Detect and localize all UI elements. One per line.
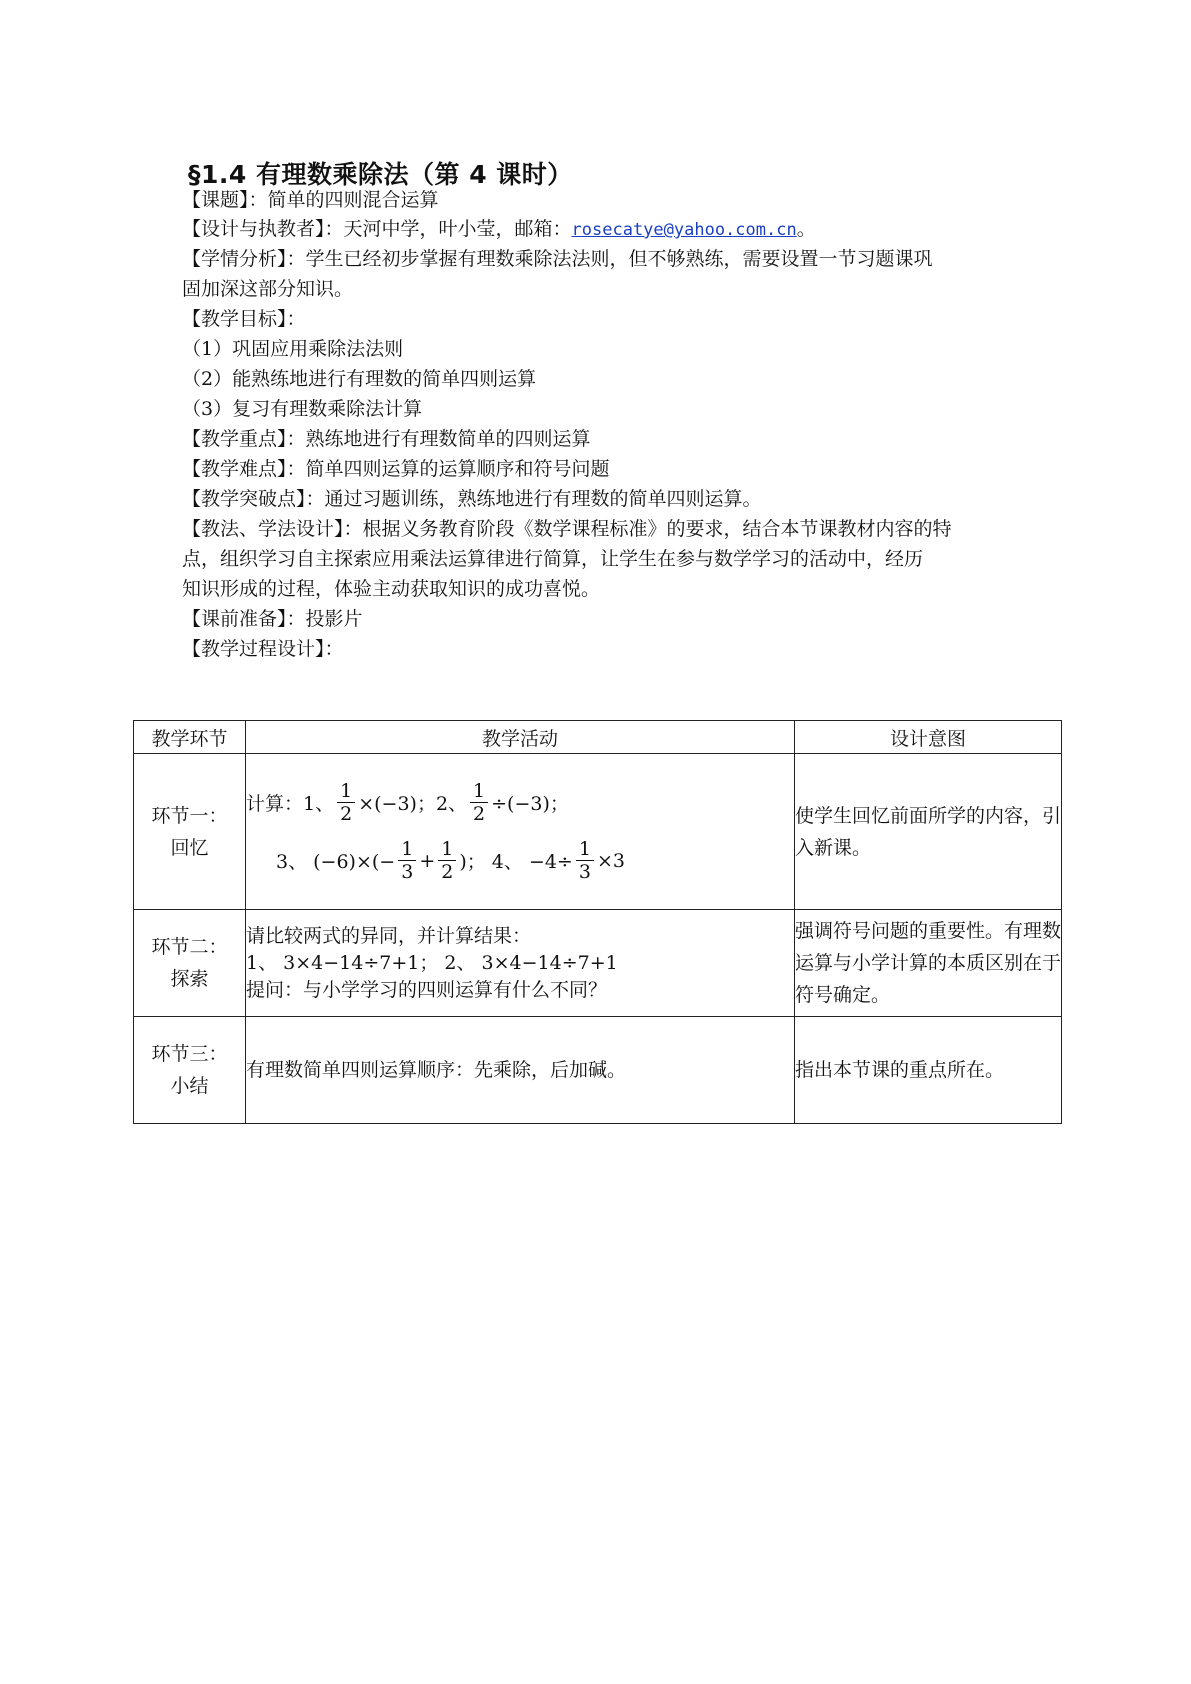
email-link[interactable]: rosecatye@yahoo.com.cn bbox=[571, 220, 797, 240]
breakthrough-line: 【教学突破点】：通过习题训练，熟练地进行有理数的简单四则运算。 bbox=[182, 488, 762, 510]
key-point-line: 【教学重点】：熟练地进行有理数简单的四则运算 bbox=[182, 428, 591, 450]
designer-line: 【设计与执教者】：天河中学，叶小莹，邮箱：rosecatye@yahoo.com.cn。 bbox=[182, 218, 816, 240]
objectives-heading: 【教学目标】： bbox=[182, 308, 306, 330]
objective-2: （2）能熟练地进行有理数的简单四则运算 bbox=[182, 368, 537, 390]
math-line-1: 计算：1、 $\frac{1}{2}$ ×(−3)；2、 $\frac{1}{2}$ ÷(−3)； bbox=[246, 780, 569, 825]
method-line-2: 点，组织学习自主探索应用乘法运算律进行简算，让学生在参与数学学习的活动中，经历 bbox=[182, 548, 924, 570]
fraction: $\frac{1}{2}$ bbox=[337, 780, 355, 825]
activity-cell: 请比较两式的异同，并计算结果： 1、 3×4−14÷7+1； 2、 3×4−14÷7+1 提问：与小学学习的四则运算有什么不同？ bbox=[246, 910, 795, 1017]
lesson-process-table bbox=[133, 720, 1062, 1124]
table-row bbox=[134, 754, 1062, 910]
topic-line: 【课题】：简单的四则混合运算 bbox=[182, 189, 439, 211]
intent-cell: 指出本节课的重点所在。 bbox=[795, 1017, 1062, 1124]
stage-cell: 环节三： 小结 bbox=[134, 1017, 246, 1124]
table-row bbox=[134, 910, 1062, 1017]
method-line-1: 【教法、学法设计】：根据义务教育阶段《数学课程标准》的要求，结合本节课教材内容的特 bbox=[182, 518, 952, 540]
stage-cell: 环节二： 探索 bbox=[134, 910, 246, 1017]
intent-cell: 强调符号问题的重要性。有理数运算与小学计算的本质区别在于符号确定。 bbox=[795, 910, 1062, 1017]
fraction: $\frac{1}{3}$ bbox=[398, 838, 416, 883]
analysis-line-2: 固加深这部分知识。 bbox=[182, 278, 354, 300]
fraction: $\frac{1}{2}$ bbox=[438, 838, 456, 883]
fraction: $\frac{1}{3}$ bbox=[576, 838, 594, 883]
objective-1: （1）巩固应用乘除法法则 bbox=[182, 338, 404, 360]
header-activity: 教学活动 bbox=[246, 721, 795, 754]
header-intent: 设计意图 bbox=[795, 721, 1062, 754]
lesson-title: §1.4 有理数乘除法（第 4 课时） bbox=[188, 160, 573, 189]
analysis-line-1: 【学情分析】：学生已经初步掌握有理数乘除法法则，但不够熟练，需要设置一节习题课巩 bbox=[182, 248, 933, 270]
objective-3: （3）复习有理数乘除法计算 bbox=[182, 398, 423, 420]
activity-cell: 有理数简单四则运算顺序：先乘除，后加碱。 bbox=[246, 1017, 795, 1124]
math-line-2: 3、 (−6)×(− $\frac{1}{3}$ + $\frac{1}{2}$ )； 4、 −4÷ $\frac{1}{3}$ ×3 bbox=[276, 838, 625, 883]
stage-cell: 环节一： 回忆 bbox=[134, 754, 246, 910]
process-heading: 【教学过程设计】： bbox=[182, 638, 344, 660]
header-stage: 教学环节 bbox=[134, 721, 246, 754]
preparation-line: 【课前准备】：投影片 bbox=[182, 608, 363, 630]
table-header-row bbox=[134, 721, 1062, 754]
table-row bbox=[134, 1017, 1062, 1124]
activity-cell bbox=[246, 754, 795, 910]
difficulty-line: 【教学难点】：简单四则运算的运算顺序和符号问题 bbox=[182, 458, 610, 480]
fraction: $\frac{1}{2}$ bbox=[470, 780, 488, 825]
intent-cell: 使学生回忆前面所学的内容，引入新课。 bbox=[795, 754, 1062, 910]
method-line-3: 知识形成的过程，体验主动获取知识的成功喜悦。 bbox=[182, 578, 601, 600]
